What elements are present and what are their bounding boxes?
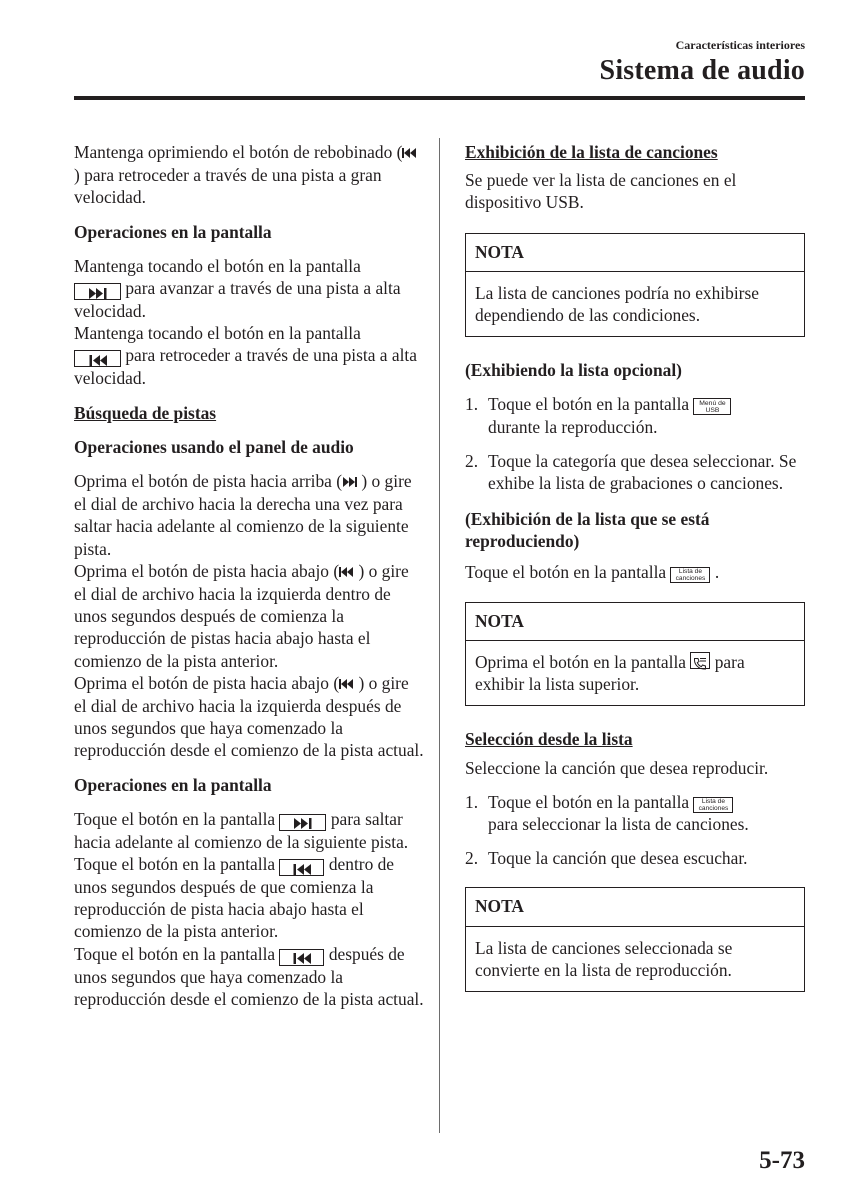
heading-optional-list: (Exhibiendo la lista opcional) [465, 360, 682, 381]
note-body: La lista de canciones seleccionada se convierte en la lista de reproducción. [475, 937, 733, 980]
note-box-3 [465, 887, 805, 992]
paragraph-touch-prev: Toque el botón en la pantalla dentro de unos segundos después de que comienza la reproducción de pista hacia abajo hasta el comienzo de la pista anterior. [74, 854, 395, 942]
next-track-button[interactable] [279, 814, 326, 831]
track-up-icon [342, 471, 357, 493]
heading-panel-ops: Operaciones usando el panel de audio [74, 436, 354, 457]
heading-song-list: Exhibición de la lista de canciones [465, 142, 718, 162]
heading-playing-list: (Exhibición de la lista que se está reproduciendo) [465, 509, 710, 552]
track-down-icon [339, 673, 354, 695]
heading-screen-ops-2: Operaciones en la pantalla [74, 774, 272, 795]
track-down-icon [339, 561, 354, 583]
paragraph-track-up: Oprima el botón de pista hacia arriba ( ) o gire el dial de archivo hacia la derecha una vez para saltar hacia adelante al comienzo de la siguiente pista. [74, 471, 412, 559]
list-top-icon [693, 657, 707, 670]
section-title: Características interiores [675, 38, 805, 52]
menu-usb-button[interactable]: Menú de USB [693, 398, 731, 415]
column-divider [439, 138, 440, 1133]
note-heading: NOTA [466, 888, 804, 926]
heading-track-search: Búsqueda de pistas [74, 402, 217, 423]
restart-track-button[interactable] [279, 949, 324, 966]
header-rule [74, 96, 805, 100]
heading-screen-ops-1: Operaciones en la pantalla [74, 221, 272, 242]
page-title: Sistema de audio [599, 55, 805, 86]
paragraph-hold-rew: Mantenga tocando el botón en la pantalla para retroceder a través de una pista a alta velocidad. [74, 323, 417, 389]
note-body: Oprima el botón en la pantalla para exhibir la lista superior. [475, 652, 745, 695]
list-item: 1. Toque el botón en la pantalla Lista de canciones para seleccionar la lista de canciones. [465, 791, 749, 835]
song-list-button[interactable]: Lista de canciones [693, 797, 733, 813]
rewind-icon [402, 142, 417, 164]
note-body: La lista de canciones podría no exhibirse dependiendo de las condiciones. [475, 282, 759, 326]
paragraph-touch-restart: Toque el botón en la pantalla después de unos segundos que haya comenzado la reproducción desde el comienzo de la pista actual. [74, 943, 424, 1009]
note-box-2 [465, 602, 805, 707]
paragraph-touch-next: Toque el botón en la pantalla para saltar hacia adelante al comienzo de la siguiente pista. [74, 808, 409, 852]
right-column [465, 141, 805, 1014]
previous-track-button[interactable] [279, 859, 324, 876]
paragraph-playing-list: Toque el botón en la pantalla Lista de canciones . [465, 561, 720, 582]
heading-select-list: Selección desde la lista [465, 729, 633, 750]
note-heading: NOTA [466, 234, 804, 272]
fast-forward-button[interactable] [74, 283, 121, 300]
paragraph-rewind: Mantenga oprimiendo el botón de rebobinado ( ) para retroceder a través de una pista a gran velocidad. [74, 141, 424, 209]
list-item: 2. Toque la canción que desea escuchar. [465, 848, 748, 869]
song-list-button[interactable]: Lista de canciones [670, 567, 710, 583]
paragraph-track-down-2: Oprima el botón de pista hacia abajo ( ) o gire el dial de archivo hacia la izquierda después de unos segundos que haya comenzado la reproducción desde el comienzo de la pista actual. [74, 672, 424, 761]
page-number: 5-73 [759, 1147, 805, 1174]
list-item: 1. Toque el botón en la pantalla Menú de USB durante la reproducción. [465, 393, 805, 437]
note-box-1 [465, 233, 805, 338]
left-column [74, 141, 424, 1022]
list-item: 2. Toque la categoría que desea seleccionar. Se exhibe la lista de grabaciones o canciones. [465, 450, 797, 494]
note-heading: NOTA [466, 603, 804, 641]
rewind-button[interactable] [74, 350, 121, 367]
paragraph-song-list: Se puede ver la lista de canciones en el dispositivo USB. [465, 170, 737, 213]
paragraph-hold-ff: Mantenga tocando el botón en la pantalla para avanzar a través de una pista a alta velocidad. [74, 255, 401, 322]
paragraph-track-down-1: Oprima el botón de pista hacia abajo ( ) o gire el dial de archivo hacia la izquierda dentro de unos segundos después de comienza la reproducción de pistas hacia abajo hasta el comienzo de la pista anterior. [74, 560, 409, 671]
list-top-button[interactable] [690, 652, 710, 669]
paragraph-select-list: Seleccione la canción que desea reproducir. [465, 757, 769, 778]
